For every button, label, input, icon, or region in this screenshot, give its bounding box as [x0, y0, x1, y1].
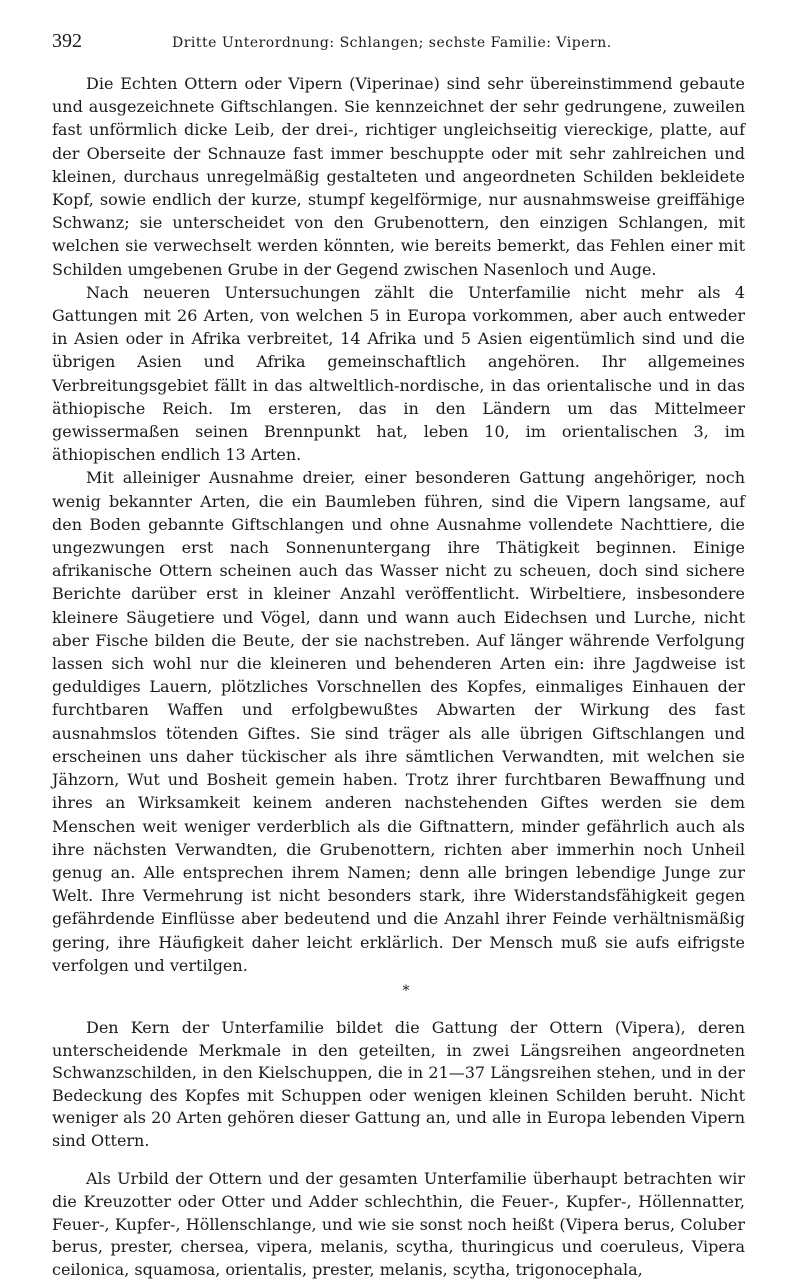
paragraph-lebensweise: Mit alleiniger Ausnahme dreier, einer besonderen Gattung angehöriger, noch wenig bekannter Arten, die ein Baumleben führen, sind die Vipern langsame, auf den Boden gebannte Giftschlangen und ohne Ausnahme vollendete Nachttiere, die ungezwungen erst nach Sonnenuntergang ihre Thätigkeit beginnen. Einige afrikanische Ottern scheinen auch das Wasser nicht zu scheuen, doch sind sichere Berichte darüber erst in kleiner Anzahl veröffentlicht. Wirbeltiere, insbesondere kleinere Säugetiere und Vögel, dann und wann auch Eidechsen und Lurche, nicht aber Fische bilden die Beute, der sie nachstreben. Auf länger währende Verfolgung lassen sich wohl nur die kleineren und behenderen Arten ein: ihre Jagdweise ist geduldiges Lauern, plötzliches Vorschnellen des Kopfes, einmaliges Einhauen der furchtbaren Waffen und erfolgbewußtes Abwarten der Wirkung des fast ausnahmslos tötenden Giftes. Sie sind träger als alle übrigen Giftschlangen und erscheinen uns daher tückischer als ihre sämtlichen Verwandten, mit welchen sie Jähzorn, Wut und Bosheit gemein haben. Trotz ihrer furchtbaren Bewaffnung und ihres an Wirksamkeit keinem anderen nachstehenden Giftes werden sie dem Menschen weit weniger verderblich als die Giftnattern, minder gefährlich auch als ihre nächsten Verwandten, die Grubenottern, richten aber immerhin noch Unheil genug an. Alle entsprechen ihrem Namen; denn alle bringen lebendige Junge zur Welt. Ihre Vermehrung ist nicht besonders stark, ihre Widerstandsfähigkeit gegen gefährdende Einflüsse aber bedeutend und die Anzahl ihrer Feinde verhältnismäßig gering, ihre Häufigkeit daher leicht erklärlich. Der Mensch muß sie aufs eifrigste verfolgen und vertilgen. — [52, 468, 745, 975]
section-separator: * — [402, 982, 410, 999]
page-number: 392 — [52, 30, 82, 52]
paragraph-verbreitung: Nach neueren Untersuchungen zählt die Unterfamilie nicht mehr als 4 Gattungen mit 26 Arten, von welchen 5 in Europa vorkommen, aber auch entweder in Asien oder in Afrika verbreitet, 14 Afrika und 5 Asien eigentümlich sind und die übrigen Asien und Afrika gemeinschaftlich angehören. Ihr allgemeines Verbreitungsgebiet fällt in das altweltlich-nordische, in das orientalische und in das äthiopische Reich. Im ersteren, das in den Ländern um das Mittelmeer gewissermaßen seinen Brennpunkt hat, leben 10, im orientalischen 3, im äthiopischen endlich 13 Arten. — [52, 282, 745, 465]
page-header — [52, 30, 745, 58]
main-text — [52, 72, 745, 1281]
running-head: Dritte Unterordnung: Schlangen; sechste Familie: Vipern. — [172, 35, 612, 51]
paragraph-gap — [52, 1152, 745, 1168]
paragraph-echte-ottern: Die Echten Ottern oder Vipern (Viperinae) sind sehr übereinstimmend gebaute und ausgezeichnete Giftschlangen. Sie kennzeichnet der sehr gedrungene, zuweilen fast unförmlich dicke Leib, der drei-, richtiger ungleichseitig viereckige, platte, auf der Oberseite der Schnauze fast immer beschuppte oder mit sehr zahlreichen und kleinen, durchaus unregelmäßig gestalteten und angeordneten Schilden bekleidete Kopf, sowie endlich der kurze, stumpf kegelförmige, nur ausnahmsweise greiffähige Schwanz; sie unterscheidet von den Grubenottern, den einzigen Schlangen, mit welchen sie verwechselt werden könnten, wie bereits bemerkt, das Fehlen einer mit Schilden umgebenen Grube in der Gegend zwischen Nasenloch und Auge. — [52, 74, 745, 279]
paragraph-gattung-ottern: Den Kern der Unterfamilie bildet die Gattung der Ottern (Vipera), deren unterscheidende Merkmale in den geteilten, in zwei Längsreihen angeordneten Schwanzschilden, in den Kielschuppen, die in 21—37 Längsreihen stehen, und in der Bedeckung des Kopfes mit Schuppen oder wenigen kleinen Schilden beruht. Nicht weniger als 20 Arten gehören dieser Gattung an, und alle in Europa lebenden Vipern sind Ottern. — [52, 1017, 745, 1150]
paragraph-kreuzotter: Als Urbild der Ottern und der gesamten Unterfamilie überhaupt betrachten wir die Kreuzotter oder Otter und Adder schlechthin, die Feuer-, Kupfer-, Höllennatter, Feuer-, Kupfer-, Höllenschlange, und wie sie sonst noch heißt (Vipera berus, Coluber berus, prester, chersea, vipera, melanis, scytha, thuringicus und coeruleus, Vipera ceilonica, squamosa, orientalis, prester, melanis, scytha, trigonocephala, — [52, 1169, 745, 1279]
